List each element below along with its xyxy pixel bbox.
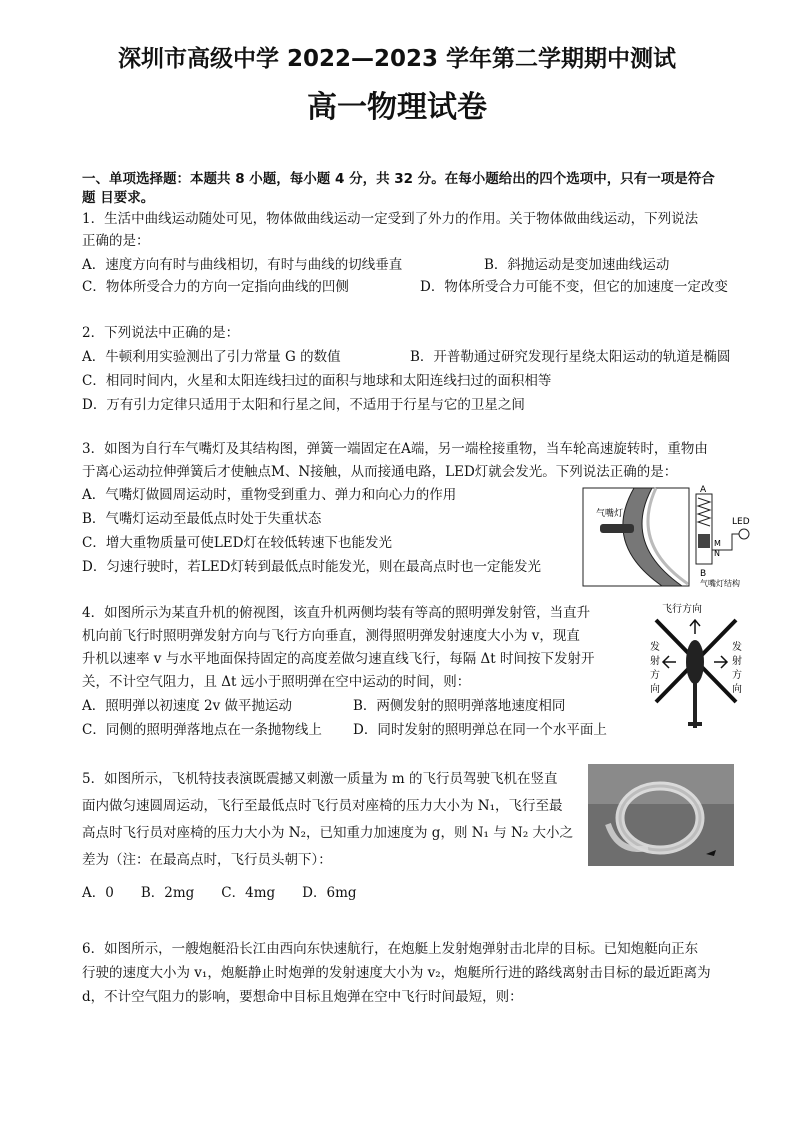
section-heading-line2: 题 目要求。 [82, 190, 155, 206]
q4-helicopter-body-icon [686, 640, 704, 684]
q5-stem-line1: 5．如图所示，飞机特技表演既震撼又刺激一质量为 m 的飞行员驾驶飞机在竖直 [82, 771, 558, 787]
q4-fly-arrow-icon [690, 620, 700, 634]
q1-stem-line2: 正确的是： [82, 233, 150, 249]
q3-lamp-label: 气嘴灯 [596, 509, 624, 519]
exam-subtitle: 高一物理试卷 [307, 90, 487, 125]
q5-stem-line4: 差为（注：在最高点时，飞行员头朝下）： [82, 852, 332, 868]
q3-led-label: LED [732, 517, 750, 527]
q4-option-b: B．两侧发射的照明弹落地速度相同 [353, 698, 566, 714]
q5-stem-line3: 高点时飞行员对座椅的压力大小为 N₂，已知重力加速度为 g，则 N₁ 与 N₂ 大小之 [82, 825, 574, 841]
q1-stem-line1: 1．生活中曲线运动随处可见，物体做曲线运动一定受到了外力的作用。关于物体做曲线运动，下列说法 [82, 211, 699, 227]
q3-option-c: C．增大重物质量可使LED灯在较低转速下也能发光 [82, 535, 392, 551]
q4-left-launch-label: 发射方向 [650, 642, 660, 695]
q5-options: A．0 B．2mg C．4mg D．6mg [82, 885, 357, 901]
q6-stem-line3: d，不计空气阻力的影响，要想命中目标且炮弹在空中飞行时间最短，则： [82, 989, 523, 1005]
section-heading-line1: 一、单项选择题：本题共 8 小题，每小题 4 分，共 32 分。在每小题给出的四个选项中，只有一项是符合 [82, 171, 715, 187]
q3-weight-icon [698, 534, 710, 548]
q4-right-launch-label: 发射方向 [732, 642, 742, 695]
q3-label-a: A [700, 485, 707, 495]
q3-label-b: B [700, 569, 707, 579]
q6-stem-line1: 6．如图所示，一艘炮艇沿长江由西向东快速航行，在炮艇上发射炮弹射击北岸的目标。已知炮艇向正东 [82, 941, 699, 957]
q3-option-b: B．气嘴灯运动至最低点时处于失重状态 [82, 511, 322, 527]
q4-fly-direction-label: 飞行方向 [662, 604, 702, 615]
q2-option-b: B．开普勒通过研究发现行星绕太阳运动的轨道是椭圆 [410, 349, 731, 365]
q3-label-n: N [714, 549, 720, 558]
q3-option-a: A．气嘴灯做圆周运动时，重物受到重力、弹力和向心力的作用 [82, 487, 457, 503]
q1-option-d: D．物体所受合力可能不变，但它的加速度一定改变 [420, 279, 728, 295]
q3-led-icon [739, 529, 749, 539]
q4-right-arrow-icon [714, 656, 727, 668]
q2-stem: 2．下列说法中正确的是： [82, 325, 240, 341]
q2-option-d: D．万有引力定律只适用于太阳和行星之间，不适用于行星与它的卫星之间 [82, 397, 525, 413]
q3-lamp-icon [600, 524, 634, 533]
q3-stem-line1: 3．如图为自行车气嘴灯及其结构图，弹簧一端固定在A端，另一端栓接重物，当车轮高速旋转时，重物由 [82, 441, 708, 457]
q3-stem-line2: 于离心运动拉伸弹簧后才使触点M、N接触，从而接通电路，LED灯就会发光。下列说法正确的是： [82, 464, 678, 480]
q2-option-c: C．相同时间内，火星和太阳连线扫过的面积与地球和太阳连线扫过的面积相等 [82, 373, 552, 389]
q4-stem-line1: 4．如图所示为某直升机的俯视图，该直升机两侧均装有等高的照明弹发射管，当直升 [82, 605, 591, 621]
q6-stem-line2: 行驶的速度大小为 v₁，炮艇静止时炮弹的发射速度大小为 v₂，炮艇所行进的路线离射击目标的最近距离为 [82, 965, 711, 981]
q2-option-a: A．牛顿利用实验测出了引力常量 G 的数值 [82, 349, 341, 365]
q4-helicopter-tail [693, 682, 697, 728]
q4-stem-line2: 机向前飞行时照明弹发射方向与飞行方向垂直，测得照明弹发射速度大小为 v，现直 [82, 628, 580, 644]
q4-option-d: D．同时发射的照明弹总在同一个水平面上 [353, 722, 607, 738]
q4-option-a: A．照明弹以初速度 2v 做平抛运动 [82, 698, 293, 714]
q4-left-arrow-icon [663, 656, 676, 668]
q5-stem-line2: 面内做匀速圆周运动，飞行至最低点时飞行员对座椅的压力大小为 N₁，飞行至最 [82, 798, 563, 814]
exam-title: 深圳市高级中学 2022—2023 学年第二学期期中测试 [117, 46, 677, 72]
q3-figure [582, 484, 768, 588]
q3-figure-caption: 气嘴灯结构 [700, 579, 740, 588]
q1-option-c: C．物体所受合力的方向一定指向曲线的凹侧 [82, 279, 349, 295]
q1-option-b: B．斜抛运动是变加速曲线运动 [484, 257, 670, 273]
q3-option-d: D．匀速行驶时，若LED灯转到最低点时能发光，则在最高点时也一定能发光 [82, 559, 541, 575]
q4-option-c: C．同侧的照明弹落地点在一条抛物线上 [82, 722, 322, 738]
q5-airshow-photo [588, 764, 734, 866]
q4-figure [636, 598, 754, 744]
q4-stem-line4: 关，不计空气阻力，且 Δt 远小于照明弹在空中运动的时间，则： [82, 674, 471, 690]
q4-stem-line3: 升机以速率 v 与水平地面保持固定的高度差做匀速直线飞行，每隔 Δt 时间按下发射开 [82, 651, 595, 667]
q1-option-a: A．速度方向有时与曲线相切，有时与曲线的切线垂直 [82, 257, 403, 273]
q3-label-m: M [714, 539, 721, 548]
